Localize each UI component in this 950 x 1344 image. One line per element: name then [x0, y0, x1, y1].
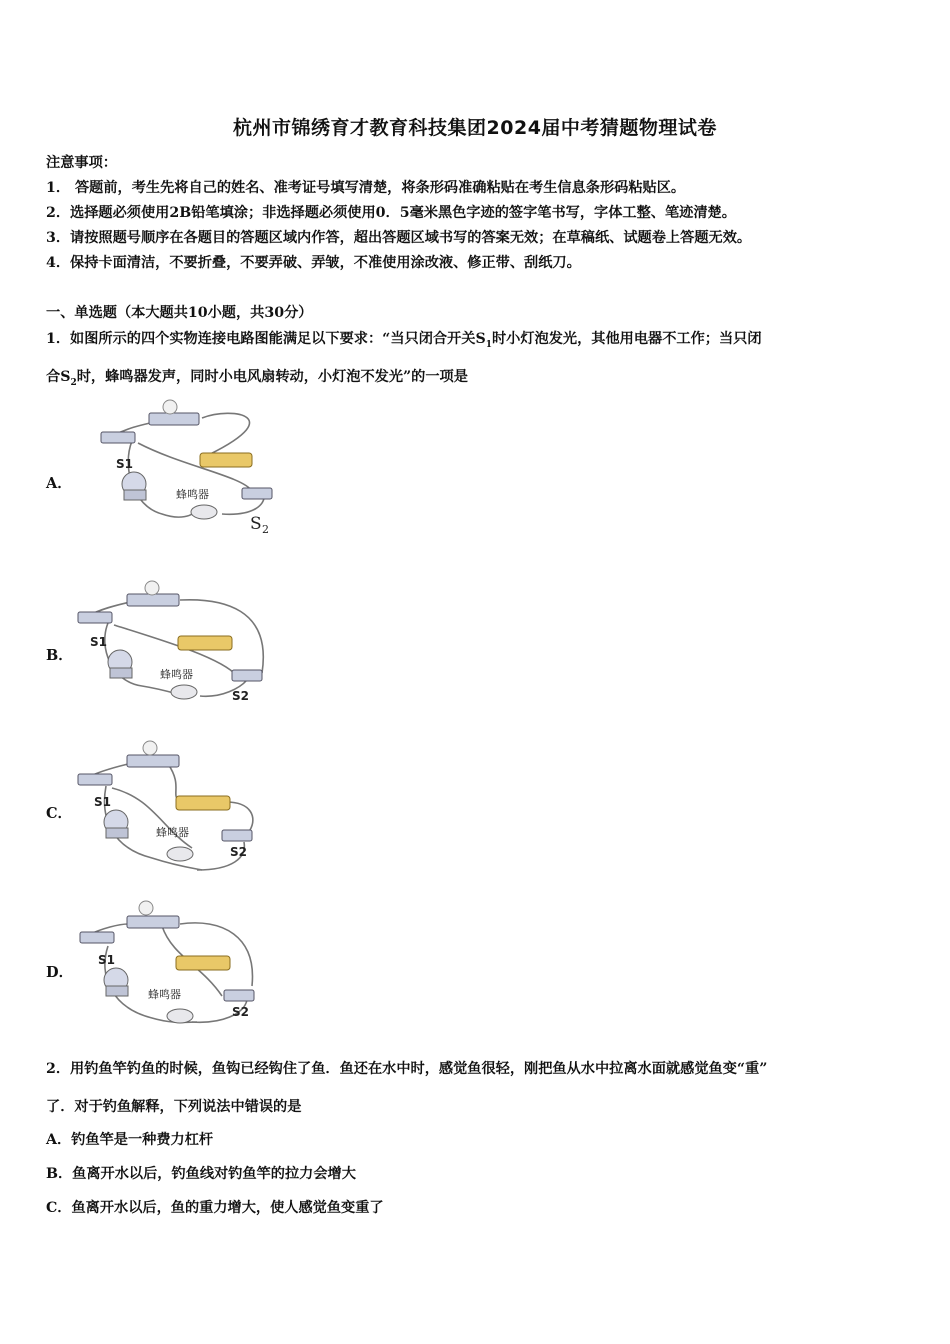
fan-icon	[104, 810, 128, 838]
switch-s2-icon	[222, 830, 252, 841]
notice-item-4: 4．保持卡面清洁，不要折叠，不要弄破、弄皱，不准使用涂改液、修正带、刮纸刀。	[46, 255, 581, 271]
switch-s1-label: S1	[90, 635, 107, 649]
switch-s2-icon	[232, 670, 262, 681]
switch-s2-icon	[242, 488, 272, 499]
notice-item-2: 2．选择题必须使用2B铅笔填涂；非选择题必须使用0．5毫米黑色字迹的签字笔书写，字体工整、笔迹清楚。	[46, 205, 736, 221]
buzzer-label: 蜂鸣器	[160, 668, 193, 681]
question-2-option-b[interactable]: B．鱼离开水以后，钓鱼线对钓鱼竿的拉力会增大	[46, 1166, 356, 1182]
question-1-line-1: 1．如图所示的四个实物连接电路图能满足以下要求：“当只闭合开关$S_1$时小灯泡发光，其他用电器不工作；当只闭	[46, 331, 762, 350]
option-a-label[interactable]: A．	[46, 475, 72, 492]
buzzer-label: 蜂鸣器	[176, 488, 209, 501]
battery-icon	[176, 796, 230, 810]
switch-s1-icon	[78, 774, 112, 785]
switch-s2-label: S2	[230, 845, 247, 859]
battery-icon	[200, 453, 252, 467]
question-2-option-c[interactable]: C．鱼离开水以后，鱼的重力增大，使人感觉鱼变重了	[46, 1200, 384, 1216]
buzzer-label: 蜂鸣器	[148, 988, 181, 1001]
bulb-icon	[145, 581, 159, 595]
fan-icon	[104, 968, 128, 996]
switch-s2-subscript: 2	[262, 523, 269, 536]
bulb-icon	[139, 901, 153, 915]
option-d-label[interactable]: D．	[46, 964, 74, 981]
circuit-diagram-a	[92, 396, 282, 536]
question-1-line-2: 合$S_2$时，蜂鸣器发声，同时小电风扇转动，小灯泡不发光”的一项是	[46, 369, 468, 388]
switch-s1-icon	[80, 932, 114, 943]
page-title: 杭州市锦绣育才教育科技集团2024届中考猜题物理试卷	[233, 117, 717, 139]
lamp-holder	[127, 594, 179, 606]
section-heading: 一、单选题（本大题共10小题，共30分）	[46, 305, 313, 321]
switch-s2-label: S	[250, 514, 262, 534]
fan-icon	[108, 650, 132, 678]
question-2-option-a[interactable]: A．钓鱼竿是一种费力杠杆	[46, 1132, 214, 1148]
question-2-line-2: 了．对于钓鱼解释，下列说法中错误的是	[46, 1099, 302, 1115]
battery-icon	[178, 636, 232, 650]
buzzer-icon	[167, 847, 193, 861]
switch-s2-label: S2	[232, 1005, 249, 1019]
bulb-icon	[163, 400, 177, 414]
switch-s1-label: S1	[94, 795, 111, 809]
notice-heading: 注意事项：	[46, 155, 117, 171]
switch-s1-icon	[78, 612, 112, 623]
buzzer-icon	[171, 685, 197, 699]
option-b-label[interactable]: B．	[46, 647, 73, 664]
battery-icon	[176, 956, 230, 970]
switch-s1-icon	[101, 432, 135, 443]
buzzer-label: 蜂鸣器	[156, 826, 189, 839]
lamp-holder	[127, 916, 179, 928]
switch-s2-label: S2	[232, 689, 249, 703]
buzzer-icon	[191, 505, 217, 519]
switch-s1-label: S1	[116, 457, 133, 471]
lamp-holder	[127, 755, 179, 767]
notice-item-1: 1． 答题前，考生先将自己的姓名、准考证号填写清楚，将条形码准确粘贴在考生信息条形码粘贴区。	[46, 180, 686, 196]
switch-s1-label: S1	[98, 953, 115, 967]
circuit-diagram-c	[72, 738, 267, 878]
switch-s2-icon	[224, 990, 254, 1001]
circuit-diagram-d	[72, 896, 267, 1034]
fan-icon	[122, 472, 146, 500]
notice-item-3: 3．请按照题号顺序在各题目的答题区域内作答，超出答题区域书写的答案无效；在草稿纸、试题卷上答题无效。	[46, 230, 752, 246]
circuit-diagram-b	[72, 578, 267, 708]
bulb-icon	[143, 741, 157, 755]
buzzer-icon	[167, 1009, 193, 1023]
option-c-label[interactable]: C．	[46, 805, 73, 822]
question-2-line-1: 2．用钓鱼竿钓鱼的时候，鱼钩已经钩住了鱼．鱼还在水中时，感觉鱼很轻，刚把鱼从水中拉离水面就感觉鱼变“重”	[46, 1061, 768, 1077]
lamp-holder	[149, 413, 199, 425]
